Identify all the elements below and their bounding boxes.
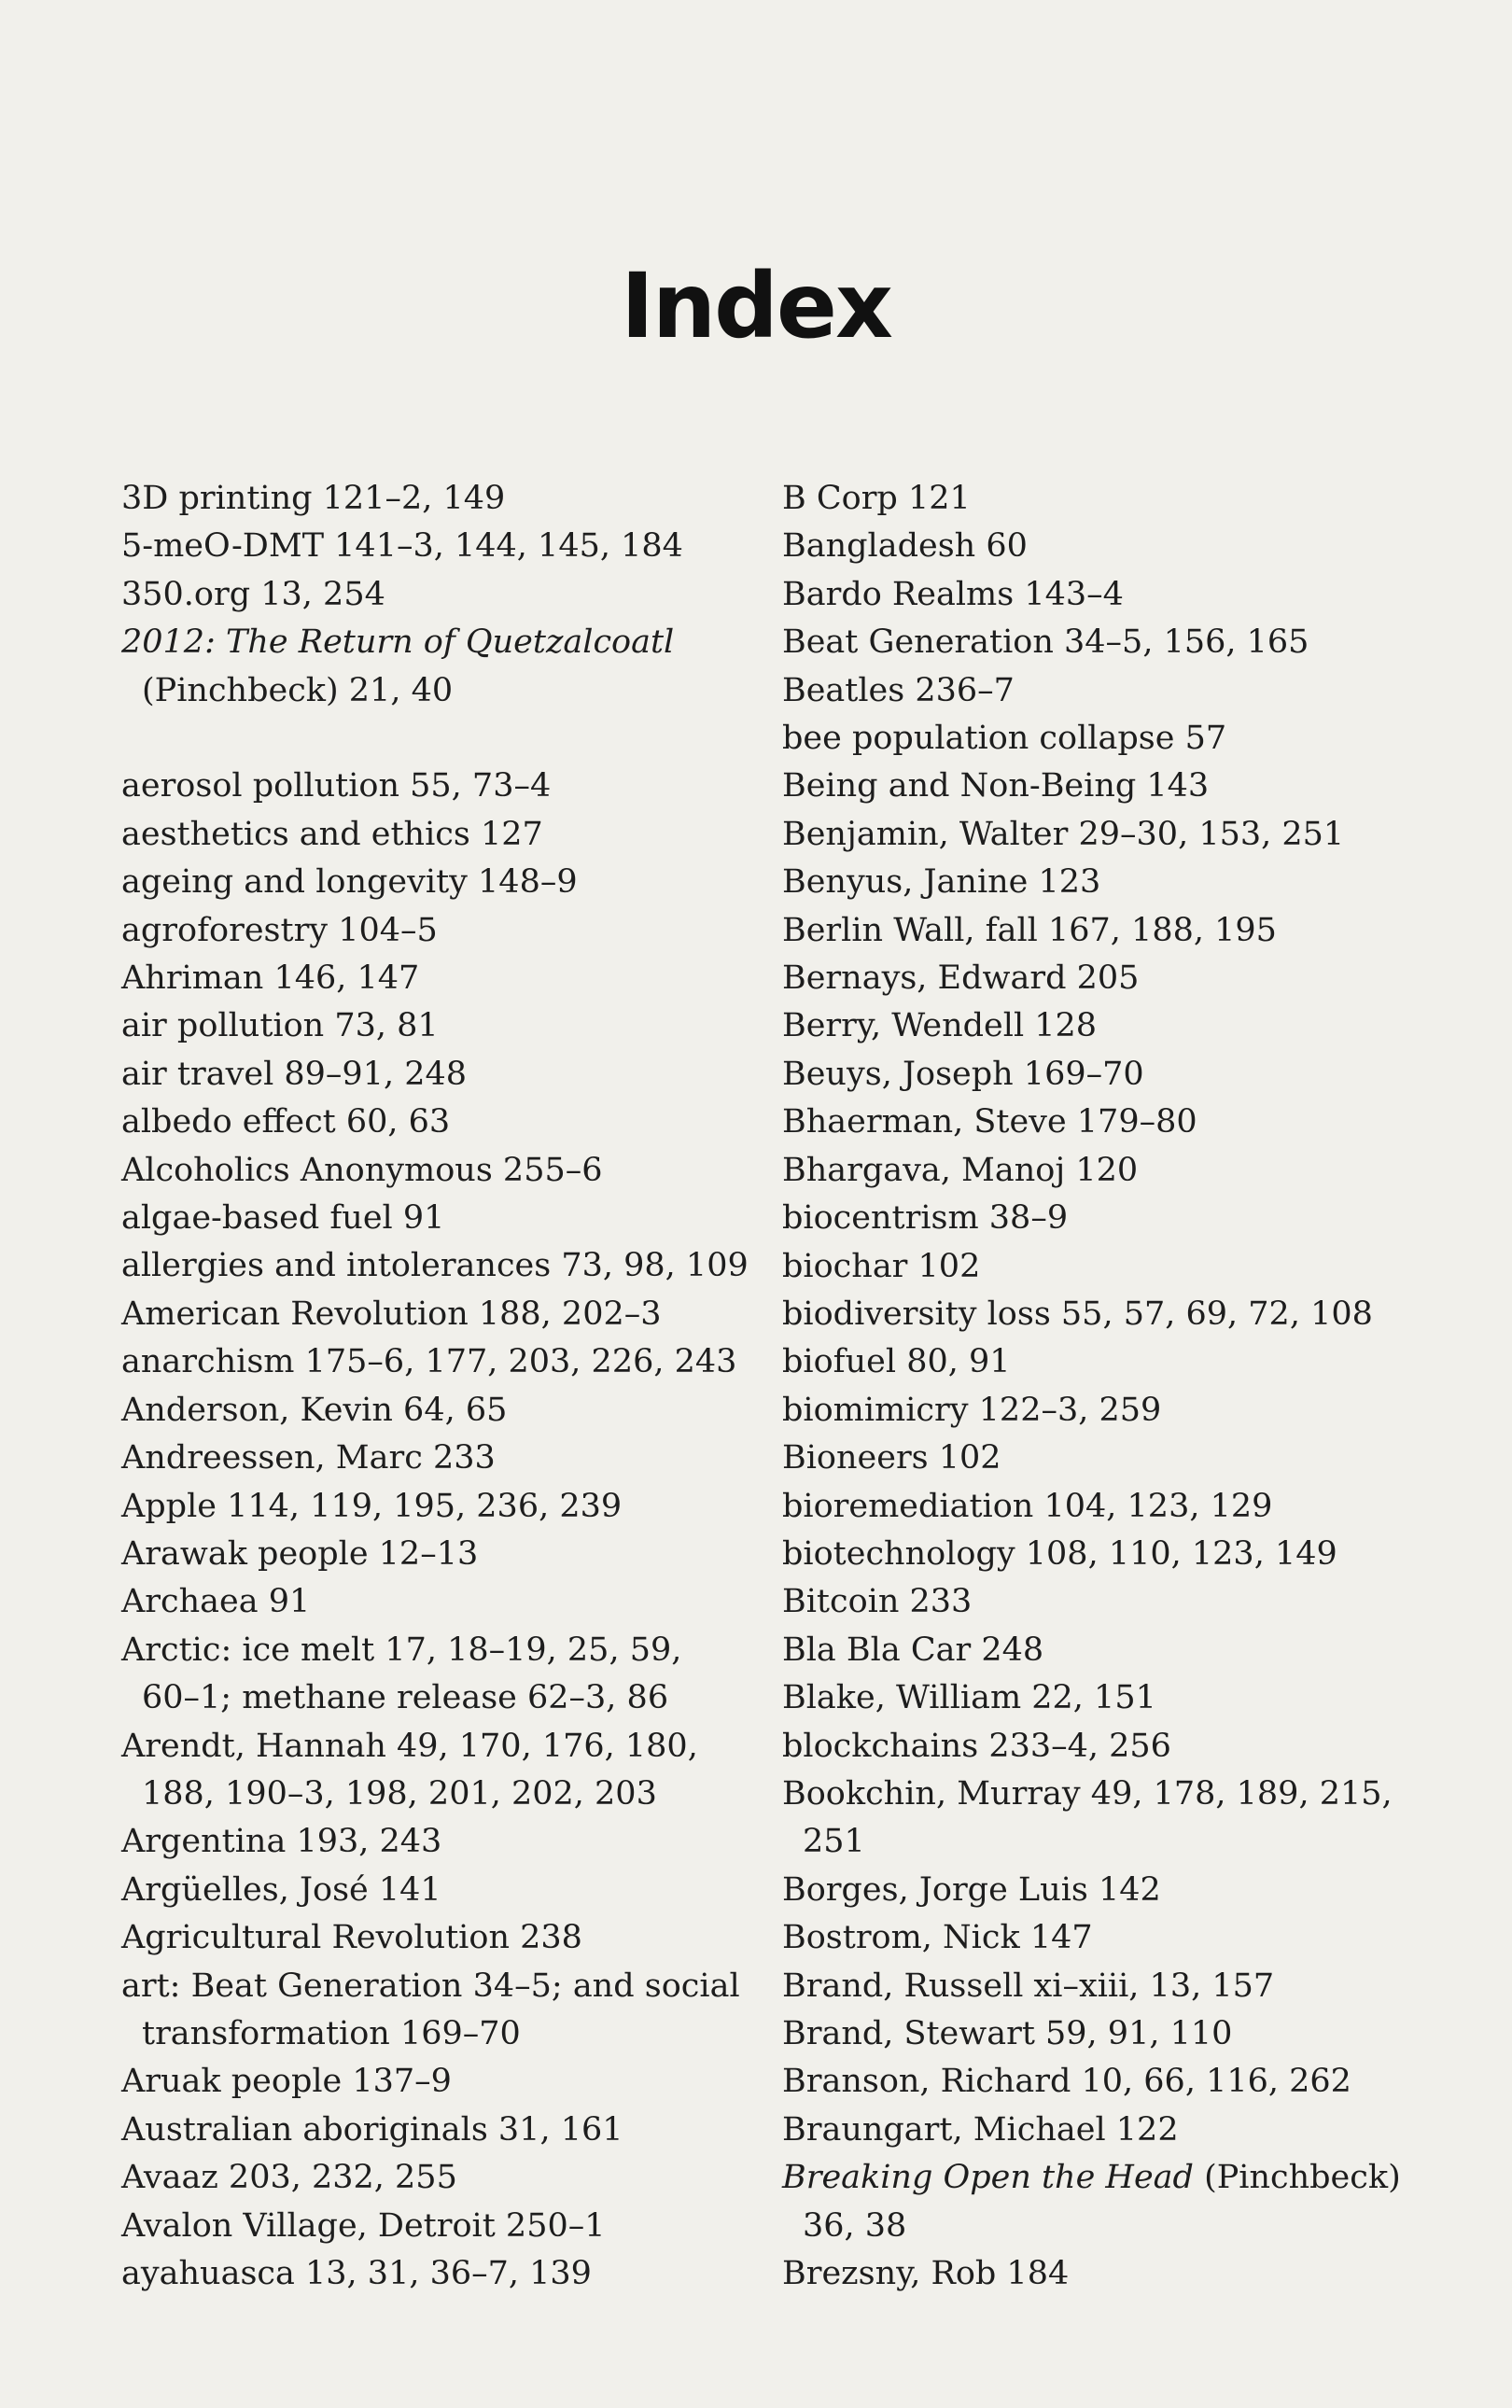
index-entry-text: ayahuasca 13, 31, 36–7, 139 xyxy=(121,2255,592,2293)
index-entry xyxy=(782,2058,1426,2106)
index-letter-gap xyxy=(121,715,765,763)
index-entry xyxy=(121,1338,765,1386)
index-entry xyxy=(121,1099,765,1146)
index-entry xyxy=(121,955,765,1002)
index-entry xyxy=(121,1387,765,1435)
index-entry xyxy=(121,1723,765,1771)
index-entry-text: Anderson, Kevin 64, 65 xyxy=(121,1391,508,1429)
index-entry xyxy=(782,1338,1426,1386)
index-entry-text: albedo effect 60, 63 xyxy=(121,1103,451,1141)
index-entry-text: Beat Generation 34–5, 156, 165 xyxy=(782,623,1309,662)
index-entry xyxy=(121,1963,765,2010)
index-entry-text: air travel 89–91, 248 xyxy=(121,1055,468,1093)
index-entry-text: 5-meO-DMT 141–3, 144, 145, 184 xyxy=(121,527,683,566)
index-entry xyxy=(121,2107,765,2154)
index-entry-text: Brand, Stewart 59, 91, 110 xyxy=(782,2015,1233,2052)
index-entry-text: Archaea 91 xyxy=(121,1583,311,1621)
index-entry xyxy=(782,1195,1426,1242)
index-entry-text: Beuys, Joseph 169–70 xyxy=(782,1055,1144,1093)
index-entry-text: Alcoholics Anonymous 255–6 xyxy=(121,1151,603,1189)
index-entry xyxy=(782,523,1426,570)
index-entry xyxy=(121,2058,765,2106)
index-entry-text: bioremediation 104, 123, 129 xyxy=(782,1487,1273,1525)
index-entry xyxy=(782,715,1426,763)
index-entry xyxy=(782,571,1426,619)
index-entry xyxy=(782,1147,1426,1195)
index-entry-text: Benyus, Janine 123 xyxy=(782,863,1101,902)
index-entry-text: Arctic: ice melt 17, 18–19, 25, 59, xyxy=(121,1631,682,1669)
index-column-left xyxy=(121,475,765,2298)
index-entry xyxy=(782,955,1426,1002)
index-entry-text: Bernays, Edward 205 xyxy=(782,959,1140,998)
index-entry xyxy=(782,1483,1426,1531)
index-entry-text: 188, 190–3, 198, 201, 202, 203 xyxy=(142,1774,657,1813)
index-entry xyxy=(121,859,765,906)
index-entry-text: Branson, Richard 10, 66, 116, 262 xyxy=(782,2063,1351,2101)
index-entry xyxy=(121,1051,765,1099)
index-entry xyxy=(121,763,765,810)
page-title: Index xyxy=(621,254,891,358)
index-entry-text: biotechnology 108, 110, 123, 149 xyxy=(782,1534,1337,1573)
index-entry-text: Bioneers 102 xyxy=(782,1439,1001,1477)
index-entry-continuation xyxy=(782,2203,1426,2250)
index-entry xyxy=(121,1627,765,1674)
index-entry-text: Bookchin, Murray 49, 178, 189, 215, xyxy=(782,1774,1393,1813)
index-entry-text: Being and Non-Being 143 xyxy=(782,767,1210,805)
index-entry-text: bee population collapse 57 xyxy=(782,720,1227,758)
index-entry xyxy=(782,1291,1426,1338)
index-entry xyxy=(121,1578,765,1626)
index-entry xyxy=(782,2107,1426,2154)
index-entry xyxy=(782,619,1426,666)
index-entry xyxy=(782,1099,1426,1146)
index-entry xyxy=(782,907,1426,955)
index-entry xyxy=(782,1051,1426,1099)
index-entry-text: transformation 169–70 xyxy=(142,2014,521,2052)
index-entry xyxy=(782,475,1426,523)
index-entry-text: Berry, Wendell 128 xyxy=(782,1007,1098,1045)
index-entry xyxy=(121,571,765,619)
index-entry xyxy=(121,2250,765,2298)
index-entry xyxy=(121,811,765,859)
index-entry-text: Brand, Russell xi–xiii, 13, 157 xyxy=(782,1967,1275,2005)
index-column-right xyxy=(782,475,1426,2298)
index-entry-text: Apple 114, 119, 195, 236, 239 xyxy=(121,1487,623,1525)
index-entry-text: Bostrom, Nick 147 xyxy=(782,1919,1093,1957)
index-entry-text: algae-based fuel 91 xyxy=(121,1199,445,1238)
index-entry xyxy=(121,2154,765,2202)
index-entry-continuation xyxy=(121,667,765,715)
index-entry-text: Arendt, Hannah 49, 170, 176, 180, xyxy=(121,1727,698,1765)
index-entry xyxy=(121,2203,765,2250)
index-entry xyxy=(121,1002,765,1050)
index-entry xyxy=(782,1867,1426,1914)
index-entry-text: Aruak people 137–9 xyxy=(121,2063,452,2101)
index-entry-text: Bangladesh 60 xyxy=(782,527,1028,566)
index-entry-text: Bardo Realms 143–4 xyxy=(782,575,1124,613)
index-entry-text: (Pinchbeck) xyxy=(1193,2159,1401,2197)
index-entry-text: American Revolution 188, 202–3 xyxy=(121,1295,662,1333)
index-entry-title: Breaking Open the Head xyxy=(782,2159,1194,2197)
index-entry-text: Australian aboriginals 31, 161 xyxy=(121,2110,623,2149)
index-entry-text: air pollution 73, 81 xyxy=(121,1007,439,1045)
index-entry-text: Bhaerman, Steve 179–80 xyxy=(782,1103,1197,1141)
index-entry xyxy=(782,2250,1426,2298)
index-entry xyxy=(782,667,1426,715)
index-entry xyxy=(782,1723,1426,1771)
index-entry xyxy=(121,1195,765,1242)
index-entry xyxy=(782,1002,1426,1050)
index-entry-text: Ahriman 146, 147 xyxy=(121,959,420,998)
index-entry-text: 36, 38 xyxy=(803,2206,907,2245)
index-entry-text: Blake, William 22, 151 xyxy=(782,1679,1156,1717)
index-entry-text: Bhargava, Manoj 120 xyxy=(782,1151,1139,1189)
index-entry-text: Benjamin, Walter 29–30, 153, 251 xyxy=(782,815,1345,853)
index-entry-text: 350.org 13, 254 xyxy=(121,575,385,613)
index-entry xyxy=(782,859,1426,906)
index-entry xyxy=(782,1674,1426,1722)
index-entry-text: Andreessen, Marc 233 xyxy=(121,1439,496,1477)
index-entry-text: Bla Bla Car 248 xyxy=(782,1631,1044,1669)
index-entry xyxy=(782,811,1426,859)
index-entry xyxy=(121,475,765,523)
index-entry xyxy=(121,523,765,570)
index-entry-text: B Corp 121 xyxy=(782,480,971,517)
index-entry-text: Braungart, Michael 122 xyxy=(782,2110,1179,2149)
index-entry-text: agroforestry 104–5 xyxy=(121,911,438,949)
index-entry xyxy=(782,1387,1426,1435)
index-entry-text: Beatles 236–7 xyxy=(782,671,1015,709)
index-entry xyxy=(782,1243,1426,1291)
index-entry-text: allergies and intolerances 73, 98, 109 xyxy=(121,1247,749,1285)
index-entry xyxy=(782,2010,1426,2058)
index-entry xyxy=(782,1771,1426,1818)
index-entry-text: Borges, Jorge Luis 142 xyxy=(782,1870,1161,1909)
index-entry-text: Arawak people 12–13 xyxy=(121,1534,479,1573)
index-entry-text: 3D printing 121–2, 149 xyxy=(121,480,506,517)
index-entry-text: Argüelles, José 141 xyxy=(121,1870,441,1909)
index-entry xyxy=(121,1242,765,1290)
index-entry xyxy=(121,907,765,955)
index-entry-text: anarchism 175–6, 177, 203, 226, 243 xyxy=(121,1343,737,1381)
index-entry xyxy=(782,1435,1426,1482)
index-entry-title: 2012: The Return of Quetzalcoatl xyxy=(121,623,675,662)
index-entry-text: biomimicry 122–3, 259 xyxy=(782,1391,1162,1429)
index-entry-continuation xyxy=(121,1674,765,1722)
index-entry xyxy=(121,1291,765,1338)
index-entry xyxy=(121,1531,765,1578)
index-entry-text: art: Beat Generation 34–5; and social xyxy=(121,1967,740,2005)
index-entry xyxy=(782,1627,1426,1674)
index-entry-text: Agricultural Revolution 238 xyxy=(121,1919,582,1957)
index-entry-text: biodiversity loss 55, 57, 69, 72, 108 xyxy=(782,1295,1373,1333)
index-entry-continuation xyxy=(121,2010,765,2058)
index-entry xyxy=(782,763,1426,810)
index-entry-text: aesthetics and ethics 127 xyxy=(121,815,543,853)
index-entry-text: aerosol pollution 55, 73–4 xyxy=(121,767,552,805)
index-entry-continuation xyxy=(782,1818,1426,1866)
index-entry xyxy=(782,1963,1426,2010)
index-entry-text: Brezsny, Rob 184 xyxy=(782,2255,1070,2293)
index-entry-text: biochar 102 xyxy=(782,1247,981,1285)
index-entry xyxy=(121,1435,765,1482)
index-entry-text: Avalon Village, Detroit 250–1 xyxy=(121,2206,606,2245)
index-entry-text: (Pinchbeck) 21, 40 xyxy=(142,671,454,709)
index-entry-text: 251 xyxy=(803,1823,865,1861)
index-entry xyxy=(121,1483,765,1531)
index-entry-text: Argentina 193, 243 xyxy=(121,1823,442,1861)
index-entry-text: blockchains 233–4, 256 xyxy=(782,1727,1171,1765)
index-entry-text: Bitcoin 233 xyxy=(782,1583,973,1621)
index-entry xyxy=(782,1578,1426,1626)
index-entry xyxy=(121,619,765,666)
index-entry xyxy=(782,1914,1426,1962)
index-entry-text: biocentrism 38–9 xyxy=(782,1199,1069,1238)
index-entry-continuation xyxy=(121,1771,765,1818)
index-entry xyxy=(121,1867,765,1914)
index-entry xyxy=(782,1531,1426,1578)
index-entry-text: 60–1; methane release 62–3, 86 xyxy=(142,1679,669,1717)
index-entry xyxy=(121,1914,765,1962)
index-entry xyxy=(121,1818,765,1866)
index-entry xyxy=(782,2154,1426,2202)
index-entry-text: ageing and longevity 148–9 xyxy=(121,863,578,902)
index-entry-text: Avaaz 203, 232, 255 xyxy=(121,2159,457,2197)
index-entry-text: biofuel 80, 91 xyxy=(782,1343,1011,1381)
index-entry xyxy=(121,1147,765,1195)
index-entry-text: Berlin Wall, fall 167, 188, 195 xyxy=(782,911,1277,949)
